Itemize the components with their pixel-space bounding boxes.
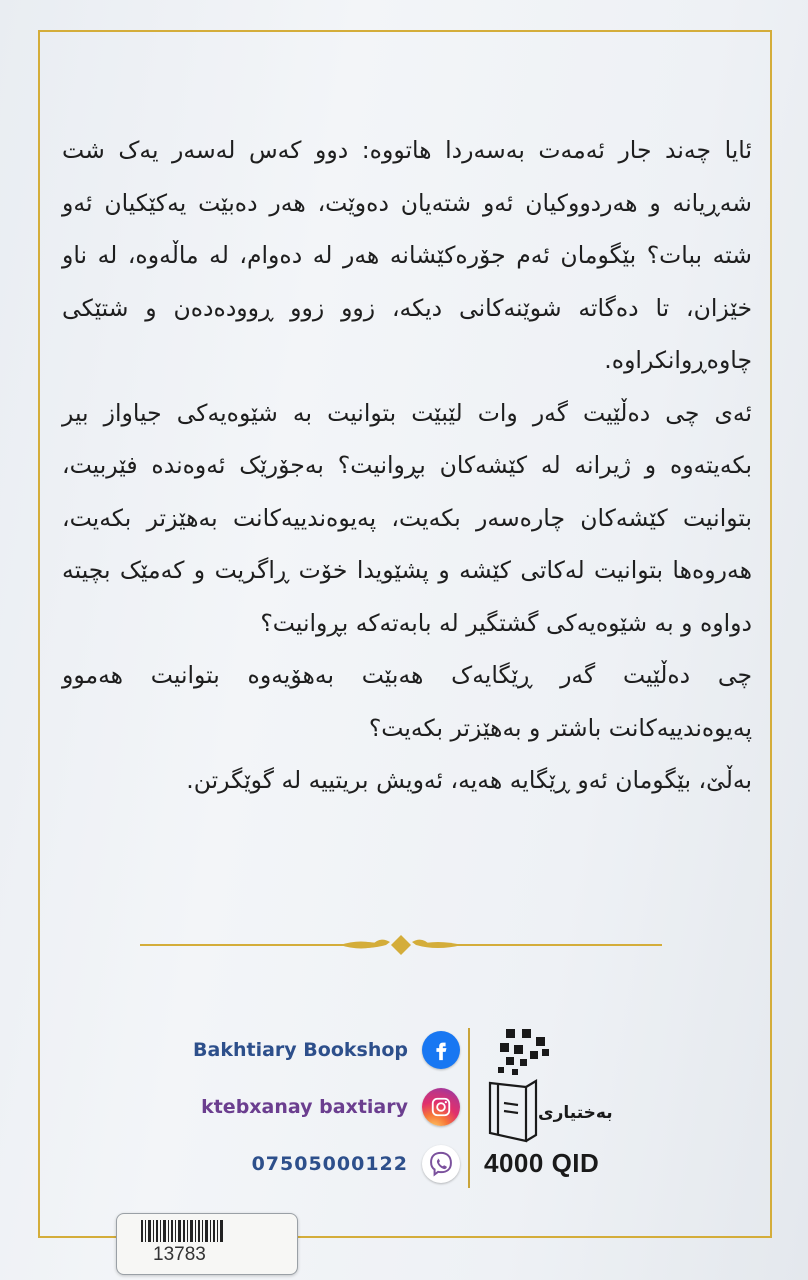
paragraph-1: ئایا چەند جار ئەمەت بەسەردا هاتووە: دوو کەس لەسەر یەک شت شەڕیانە و هەردووکیان ئەو شتەیان دەوێت، هەر دەبێت یەکێکیان ئەو شتە ببات؟ بێگومان ئەم جۆرەکێشانە هەر لە دەوام، لە ماڵەوە، لە ناو خێزان، تا دەگاتە شوێنەکانی دیکە، زوو زوو ڕوودەدەن و شتێکی چاوەڕوانکراوە. bbox=[62, 136, 752, 374]
facebook-contact[interactable] bbox=[193, 1031, 460, 1069]
phone-number: 07505000122 bbox=[251, 1153, 408, 1175]
publisher-name: بەختیاری bbox=[538, 1103, 613, 1123]
paragraph-3: چی دەڵێیت گەر ڕێگایەک هەبێت بەهۆیەوە بتوانیت هەموو پەیوەندییەکانت باشتر و بەهێزتر بکەیت؟ bbox=[62, 661, 752, 742]
barcode-sticker bbox=[116, 1213, 298, 1275]
paragraph-4: بەڵێ، بێگومان ئەو ڕێگایە هەیە، ئەویش بریتییە لە گوێگرتن. bbox=[186, 766, 752, 794]
viber-icon bbox=[422, 1145, 460, 1183]
paragraph-2: ئەی چی دەڵێیت گەر وات لێبێت بتوانیت بە شێوەیەکی جیاواز بیر بکەیتەوە و ژیرانە لە کێشەکان بڕوانیت؟ بەجۆرێک ئەوەندە فێربیت، بتوانیت کێشەکان چارەسەر بکەیت، پەیوەندییەکانت بەهێزتر بکەیت، هەروەها بتوانیت لەکاتی کێشە و پشێویدا خۆت ڕاگریت و کەمێک بچیتە دواوە و بە شێوەیەکی گشتگیر لە بابەتەکە بڕوانیت؟ bbox=[62, 398, 752, 637]
viber-contact[interactable] bbox=[252, 1145, 460, 1183]
facebook-label: Bakhtiary Bookshop bbox=[193, 1039, 408, 1061]
instagram-contact[interactable] bbox=[201, 1088, 460, 1126]
vertical-divider bbox=[468, 1028, 470, 1188]
sticker-number: 13783 bbox=[153, 1244, 206, 1265]
facebook-icon bbox=[422, 1031, 460, 1069]
instagram-icon bbox=[422, 1088, 460, 1126]
instagram-label: ktebxanay baxtiary bbox=[201, 1096, 408, 1118]
price-label: 4000 QID bbox=[484, 1148, 600, 1178]
back-cover-text bbox=[62, 124, 752, 807]
ornamental-divider bbox=[140, 930, 662, 960]
barcode-icon bbox=[141, 1220, 225, 1242]
